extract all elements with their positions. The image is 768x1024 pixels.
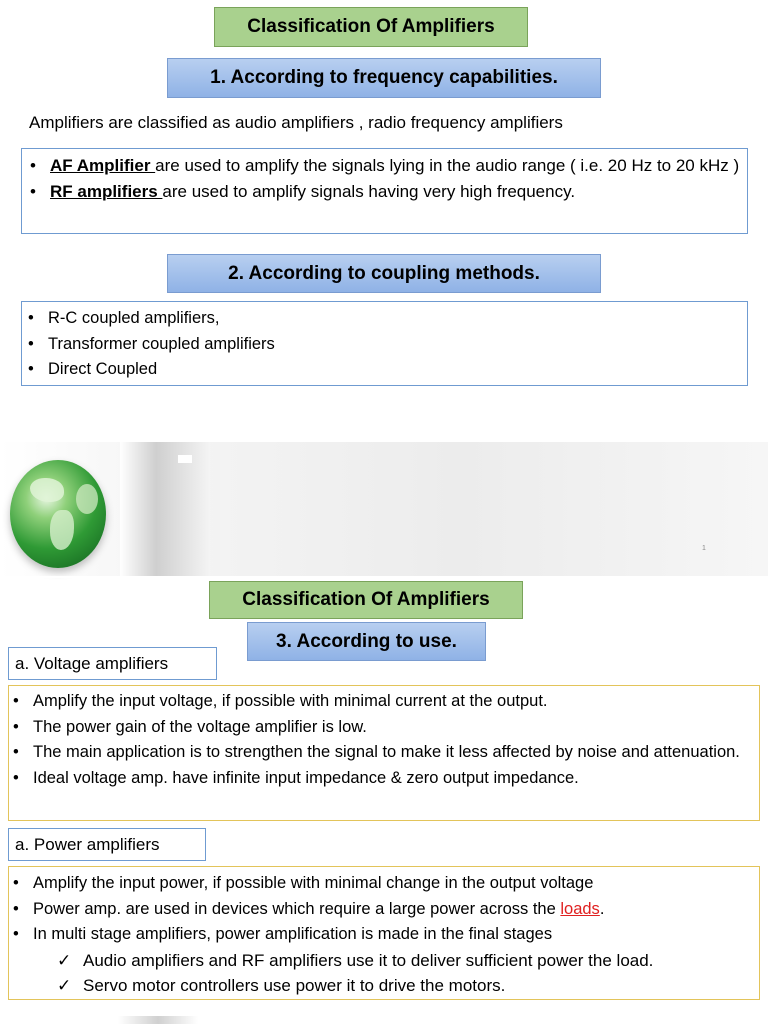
footer-fade-bar [118,1016,198,1024]
power-box [8,866,760,1000]
frequency-list [22,154,747,204]
list-item [9,973,759,999]
slide2-title: Classification Of Amplifiers [209,581,523,619]
rf-description: are used to amplify signals having very high frequency. [162,182,576,201]
list-item: • Transformer coupled amplifiers [22,332,747,358]
check-item-text: Servo motor controllers use power it to drive the motors. [83,976,506,995]
list-item: • The power gain of the voltage amplifier is low. [7,715,759,741]
coupling-list [22,306,747,383]
intro-text: Amplifiers are classified as audio amplifiers , radio frequency amplifiers [29,113,563,132]
list-item [7,897,759,923]
list-item: • R-C coupled amplifiers, [22,306,747,332]
section1-heading: 1. According to frequency capabilities. [167,58,601,98]
power-list [7,871,759,948]
section3-heading: 3. According to use. [247,622,486,661]
coupling-box [21,301,748,386]
footer-fade-bar [120,442,210,576]
voltage-list [7,689,759,791]
check-item-text: Audio amplifiers and RF amplifiers use it to deliver sufficient power the load. [83,950,654,970]
globe-land-shape [76,484,98,514]
voltage-box [8,685,760,821]
list-item [9,948,759,974]
list-item: • Amplify the input voltage, if possible with minimal current at the output. [7,689,759,715]
slide-footer-decoration [0,442,768,576]
list-item: • Direct Coupled [22,357,747,383]
list-item: • In multi stage amplifiers, power amplification is made in the final stages [7,922,759,948]
af-term: AF Amplifier [50,156,156,175]
slide1-title: Classification Of Amplifiers [214,7,528,47]
checkmark-icon: ✓ [57,976,72,995]
section2-heading: 2. According to coupling methods. [167,254,601,293]
loads-link[interactable]: loads [560,899,600,918]
list-item: • The main application is to strengthen the signal to make it less affected by noise and attenuation. [7,740,759,766]
footer-notch [178,455,192,463]
power-amplifiers-label: a. Power amplifiers [8,828,206,861]
checkmark-icon: ✓ [57,950,72,970]
slide-divider [0,576,768,578]
rf-term: RF amplifiers [50,182,163,201]
power-item2-end: . [599,899,605,918]
frequency-box [21,148,748,234]
af-description: are used to amplify the signals lying in the audio range ( i.e. 20 Hz to 20 kHz ) [155,156,740,175]
list-item [22,154,747,178]
list-item [22,180,747,204]
voltage-amplifiers-label: a. Voltage amplifiers [8,647,217,680]
power-sublist [9,948,759,999]
power-item2-text: Power amp. are used in devices which require a large power across the [33,899,561,918]
list-item: • Amplify the input power, if possible with minimal change in the output voltage [7,871,759,897]
list-item: • Ideal voltage amp. have infinite input impedance & zero output impedance. [7,766,759,792]
page-number: 1 [702,545,706,552]
